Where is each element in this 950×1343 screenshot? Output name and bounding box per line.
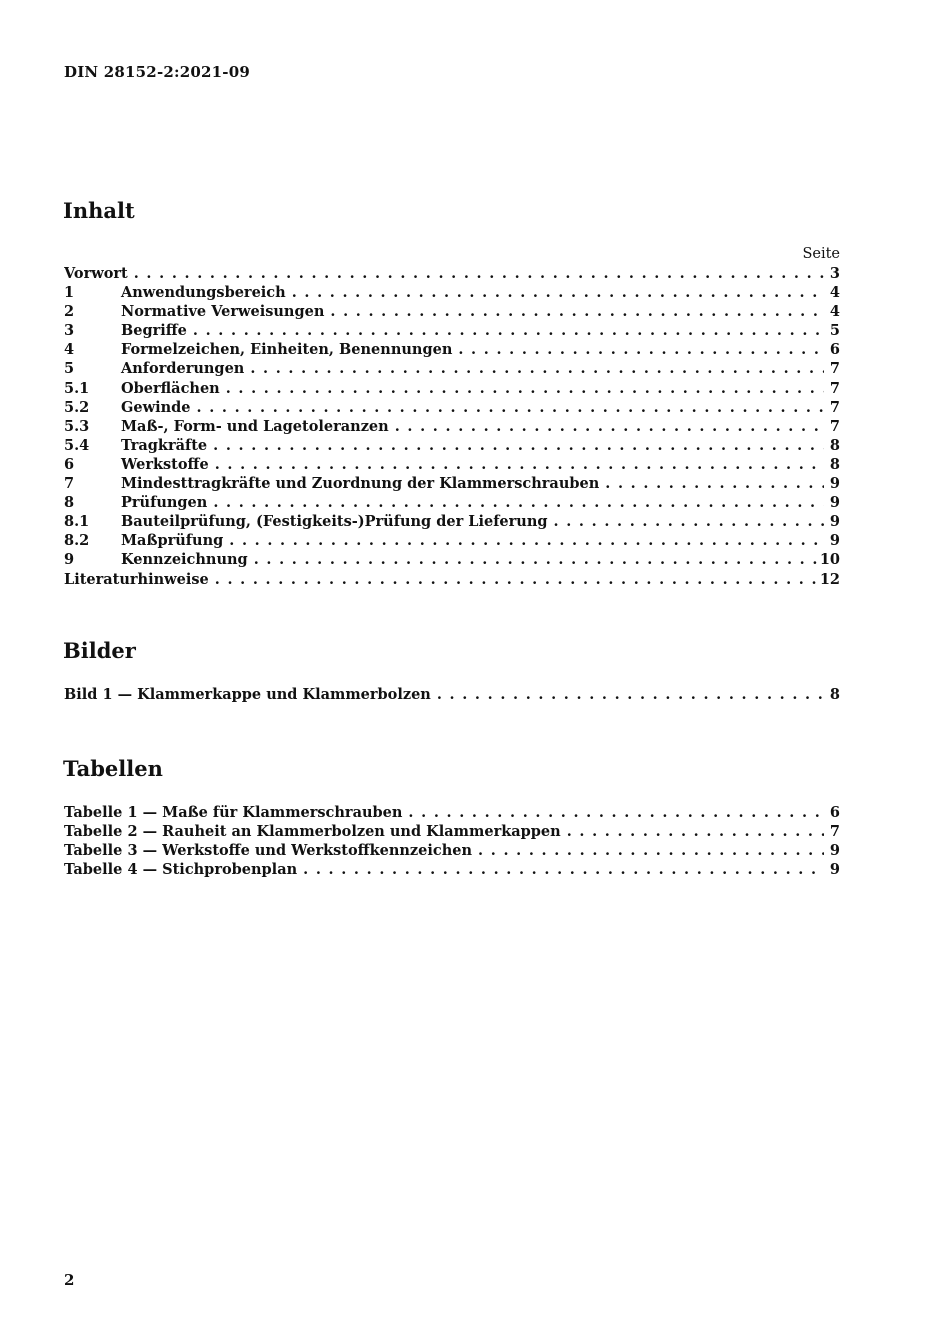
toc-entry-page: 9 [829, 842, 840, 860]
toc-leader-dots [303, 861, 824, 878]
toc-entry-title: Tabelle 2 — Rauheit an Klammerbolzen und Klammerkappen [64, 823, 561, 841]
toc-entry-page: 7 [829, 379, 840, 397]
toc-entry-title: Kennzeichnung [121, 551, 248, 569]
toc-entry-3[interactable] [64, 322, 840, 341]
toc-entry-5[interactable] [64, 360, 840, 379]
toc-entry-title: Anwendungsbereich [121, 284, 286, 302]
toc-leader-dots [330, 303, 824, 320]
toc-entry-1[interactable] [64, 284, 840, 303]
toc-leader-dots [193, 322, 824, 339]
toc-entry-title: Maß-, Form- und Lagetoleranzen [121, 417, 389, 435]
tables-heading: Tabellen [63, 756, 163, 781]
toc-entry-title: Werkstoffe [121, 455, 209, 473]
toc-entry-page: 8 [829, 436, 840, 454]
toc-entry-number: 5.3 [64, 417, 90, 435]
table-entry-1[interactable] [64, 804, 840, 823]
toc-entry-title: Tabelle 4 — Stichprobenplan [64, 861, 298, 879]
toc-entry-number: 9 [64, 551, 75, 569]
toc-entry-number: 8.2 [64, 532, 90, 550]
toc-entry-title: Mindesttragkräfte und Zuordnung der Klammerschrauben [121, 475, 600, 493]
toc-entry-page: 6 [829, 341, 840, 359]
toc-entry-page: 5 [829, 322, 840, 340]
toc-entry-number: 6 [64, 455, 75, 473]
toc-entry-number: 2 [64, 303, 75, 321]
toc-leader-dots [437, 686, 824, 703]
toc-entry-number: 5 [64, 360, 75, 378]
toc-leader-dots [134, 265, 824, 282]
toc-entry-9[interactable] [64, 551, 840, 570]
toc-leader-dots [408, 804, 824, 821]
toc-leader-dots [458, 341, 824, 358]
toc-entry-title: Formelzeichen, Einheiten, Benennungen [121, 341, 453, 359]
toc-entry-title: Prüfungen [121, 494, 208, 512]
toc-entry-5-3[interactable] [64, 418, 840, 437]
table-entry-2[interactable] [64, 823, 840, 842]
toc-entry-page: 6 [829, 804, 840, 821]
toc-leader-dots [215, 456, 824, 473]
toc-entry-page: 10 [819, 551, 840, 569]
figure-entry-1[interactable] [64, 686, 840, 705]
toc-entry-page: 8 [829, 455, 840, 473]
toc-entry-number: 8 [64, 494, 75, 512]
tables-list [64, 804, 840, 880]
toc-entry-4[interactable] [64, 341, 840, 360]
toc-leader-dots [213, 437, 824, 454]
toc-leader-dots [395, 418, 824, 435]
figures-heading: Bilder [63, 638, 136, 663]
toc-entry-page: 4 [829, 284, 840, 302]
toc-entry-title: Literaturhinweise [64, 570, 209, 588]
toc-entry-page: 12 [819, 570, 840, 588]
toc-entry-8-2[interactable] [64, 532, 840, 551]
toc-entry-number: 1 [64, 284, 75, 302]
toc-entry-page: 7 [829, 417, 840, 435]
toc-leader-dots [213, 494, 824, 511]
toc-entry-number: 3 [64, 322, 75, 340]
contents-list [64, 265, 840, 590]
page-column-label: Seite [802, 246, 840, 262]
document-id: DIN 28152-2:2021-09 [64, 63, 250, 81]
toc-entry-title: Bauteilprüfung, (Festigkeits-)Prüfung der Lieferung [121, 513, 548, 531]
toc-entry-title: Anforderungen [121, 360, 245, 378]
toc-entry-page: 7 [829, 398, 840, 416]
toc-entry-title: Gewinde [121, 398, 191, 416]
toc-entry-title: Tabelle 1 — Maße für Klammerschrauben [64, 804, 403, 821]
toc-entry-title: Maßprüfung [121, 532, 224, 550]
toc-entry-title: Bild 1 — Klammerkappe und Klammerbolzen [64, 686, 431, 703]
toc-entry-5-4[interactable] [64, 437, 840, 456]
toc-entry-vorwort[interactable] [64, 265, 840, 284]
toc-entry-title: Tabelle 3 — Werkstoffe und Werkstoffkennzeichen [64, 842, 473, 860]
toc-entry-page: 7 [829, 823, 840, 841]
toc-entry-title: Tragkräfte [121, 436, 208, 454]
toc-entry-page: 7 [829, 360, 840, 378]
toc-leader-dots [229, 532, 824, 549]
toc-entry-number: 5.4 [64, 436, 90, 454]
toc-entry-8-1[interactable] [64, 513, 840, 532]
toc-entry-5-1[interactable] [64, 380, 840, 399]
toc-leader-dots [567, 823, 824, 840]
figures-list [64, 686, 840, 705]
toc-entry-page: 9 [829, 532, 840, 550]
toc-entry-number: 4 [64, 341, 75, 359]
toc-leader-dots [292, 284, 824, 301]
toc-leader-dots [215, 571, 820, 588]
toc-leader-dots [197, 399, 824, 416]
toc-entry-7[interactable] [64, 475, 840, 494]
toc-entry-page: 8 [829, 686, 840, 703]
toc-entry-5-2[interactable] [64, 399, 840, 418]
toc-entry-number: 8.1 [64, 513, 90, 531]
toc-entry-number: 5.2 [64, 398, 90, 416]
toc-leader-dots [554, 513, 824, 530]
toc-leader-dots [605, 475, 824, 492]
toc-entry-title: Oberflächen [121, 379, 220, 397]
table-entry-4[interactable] [64, 861, 840, 880]
toc-entry-page: 9 [829, 494, 840, 512]
toc-entry-page: 4 [829, 303, 840, 321]
toc-entry-page: 9 [829, 513, 840, 531]
toc-entry-number: 5.1 [64, 379, 90, 397]
toc-leader-dots [478, 842, 824, 859]
toc-leader-dots [254, 551, 820, 568]
toc-entry-literaturhinweise[interactable] [64, 571, 840, 590]
toc-entry-page: 3 [829, 265, 840, 282]
toc-entry-6[interactable] [64, 456, 840, 475]
toc-entry-page: 9 [829, 861, 840, 879]
toc-entry-title: Normative Verweisungen [121, 303, 325, 321]
toc-entry-title: Begriffe [121, 322, 187, 340]
toc-entry-number: 7 [64, 475, 75, 493]
table-entry-3[interactable] [64, 842, 840, 861]
toc-entry-title: Vorwort [64, 265, 128, 282]
toc-entry-2[interactable] [64, 303, 840, 322]
toc-leader-dots [226, 380, 824, 397]
contents-heading: Inhalt [63, 198, 135, 223]
toc-entry-page: 9 [829, 475, 840, 493]
toc-entry-8[interactable] [64, 494, 840, 513]
toc-leader-dots [250, 360, 824, 377]
page-number: 2 [64, 1271, 75, 1289]
